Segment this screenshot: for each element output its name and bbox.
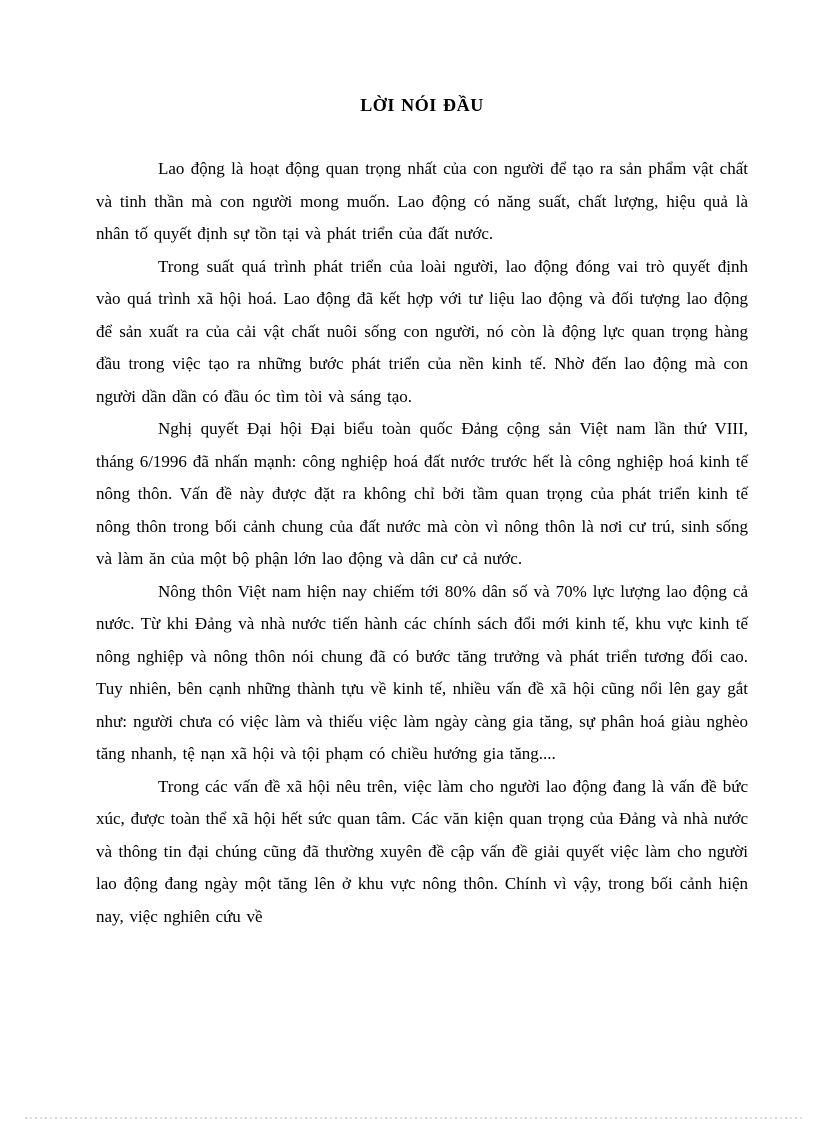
document-title: LỜI NÓI ĐẦU	[360, 95, 484, 115]
document-body	[96, 153, 748, 933]
paragraph-1: Lao động là hoạt động quan trọng nhất của con người để tạo ra sản phẩm vật chất và tinh thần mà con người mong muốn. Lao động có năng suất, chất lượng, hiệu quả là nhân tố quyết định sự tồn tại và phát triển của đất nước.	[96, 159, 748, 243]
paragraph-3: Nghị quyết Đại hội Đại biểu toàn quốc Đảng cộng sản Việt nam lần thứ VIII, tháng 6/1996 đã nhấn mạnh: công nghiệp hoá đất nước trước hết là công nghiệp hoá kinh tế nông thôn. Vấn đề này được đặt ra không chỉ bởi tầm quan trọng của phát triển kinh tế nông thôn trong bối cảnh chung của đất nước mà còn vì nông thôn là nơi cư trú, sinh sống và làm ăn của một bộ phận lớn lao động và dân cư cả nước.	[96, 419, 748, 568]
paragraph-4: Nông thôn Việt nam hiện nay chiếm tới 80% dân số và 70% lực lượng lao động cả nước. Từ khi Đảng và nhà nước tiến hành các chính sách đổi mới kinh tế, khu vực kinh tế nông nghiệp và nông thôn nói chung đã có bước tăng trưởng và phát triển tương đối cao. Tuy nhiên, bên cạnh những thành tựu về kinh tế, nhiều vấn đề xã hội cũng nổi lên gay gắt như: người chưa có việc làm và thiếu việc làm ngày càng gia tăng, sự phân hoá giàu nghèo tăng nhanh, tệ nạn xã hội và tội phạm có chiều hướng gia tăng....	[96, 581, 748, 763]
paragraph-2: Trong suất quá trình phát triển của loài người, lao động đóng vai trò quyết định vào quá trình xã hội hoá. Lao động đã kết hợp với tư liệu lao động và đối tượng lao động để sản xuất ra của cải vật chất nuôi sống con người, nó còn là động lực quan trọng hàng đầu trong việc tạo ra những bước phát triển của nền kinh tế. Nhờ đến lao động mà con người dần dần có đầu óc tìm tòi và sáng tạo.	[96, 256, 748, 406]
page-bottom-dotted-divider	[25, 1117, 804, 1119]
paragraph-5: Trong các vấn đề xã hội nêu trên, việc làm cho người lao động đang là vấn đề bức xúc, được toàn thể xã hội hết sức quan tâm. Các văn kiện quan trọng của Đảng và nhà nước và thông tin đại chúng cũng đã thường xuyên đề cập vấn đề giải quyết việc làm cho người lao động đang ngày một tăng lên ở khu vực nông thôn. Chính vì vậy, trong bối cảnh hiện nay, việc nghiên cứu về	[96, 776, 748, 926]
document-page	[96, 93, 748, 933]
